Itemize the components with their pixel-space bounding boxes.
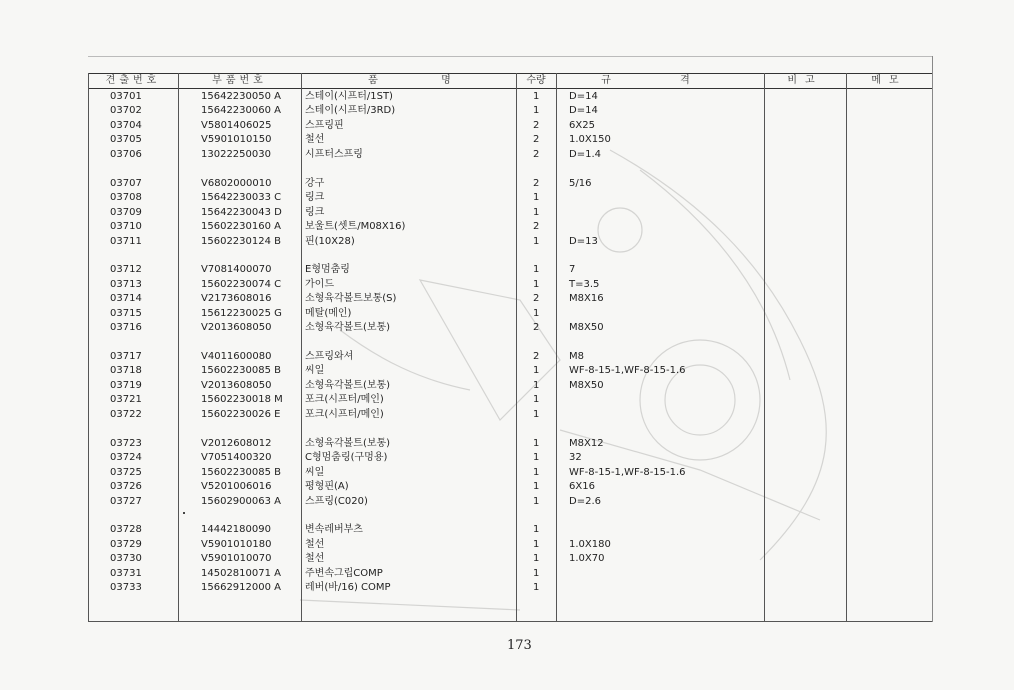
- quantity-cell: 1: [533, 481, 540, 492]
- table-row: [0, 350, 1014, 364]
- spec-cell: 5/16: [569, 178, 592, 189]
- table-row: [0, 437, 1014, 451]
- part-name-cell: 링크: [305, 192, 325, 203]
- quantity-cell: 2: [533, 351, 540, 362]
- quantity-cell: 2: [533, 178, 540, 189]
- case-no-cell: 03711: [110, 236, 142, 247]
- spec-cell: 1.0X70: [569, 553, 605, 564]
- quantity-cell: 1: [533, 409, 540, 420]
- part-name-cell: 철선: [305, 134, 325, 145]
- table-row: [0, 90, 1014, 104]
- part-name-cell: 철선: [305, 539, 325, 550]
- part-no-cell: 15602230026 E: [201, 409, 281, 420]
- quantity-cell: 1: [533, 105, 540, 116]
- header-qty: 수량: [526, 75, 546, 86]
- quantity-cell: 1: [533, 524, 540, 535]
- table-row: [0, 133, 1014, 147]
- part-name-cell: 주변속그립COMP: [305, 568, 383, 579]
- quantity-cell: 2: [533, 221, 540, 232]
- part-name-cell: 소형육각볼트보통(S): [305, 293, 397, 304]
- quantity-cell: 2: [533, 120, 540, 131]
- case-no-cell: 03710: [110, 221, 142, 232]
- case-no-cell: 03715: [110, 308, 142, 319]
- header-spec-second: 격: [680, 75, 694, 86]
- case-no-cell: 03730: [110, 553, 142, 564]
- spec-cell: T=3.5: [569, 279, 600, 290]
- part-name-cell: 철선: [305, 553, 325, 564]
- part-name-cell: 메탈(메인): [305, 308, 352, 319]
- quantity-cell: 1: [533, 452, 540, 463]
- table-row: [0, 523, 1014, 537]
- spec-cell: D=13: [569, 236, 598, 247]
- case-no-cell: 03701: [110, 91, 142, 102]
- case-no-cell: 03706: [110, 149, 142, 160]
- part-no-cell: 15662912000 A: [201, 582, 282, 593]
- part-name-cell: 보울트(셋트/M08X16): [305, 221, 406, 232]
- quantity-cell: 2: [533, 293, 540, 304]
- table-row: [0, 235, 1014, 249]
- part-name-cell: 스프링와셔: [305, 351, 354, 362]
- table-row: [0, 379, 1014, 393]
- table-row: [0, 466, 1014, 480]
- part-name-cell: 소형육각볼트(보통): [305, 322, 391, 333]
- part-name-cell: 스테이(시프터/1ST): [305, 91, 393, 102]
- spec-cell: D=14: [569, 91, 598, 102]
- part-name-cell: 변속레버부츠: [305, 524, 363, 535]
- table-row: [0, 148, 1014, 162]
- case-no-cell: 03714: [110, 293, 142, 304]
- header-name-first: 품: [368, 75, 382, 86]
- case-no-cell: 03705: [110, 134, 142, 145]
- quantity-cell: 1: [533, 582, 540, 593]
- part-name-cell: 포크(시프터/메인): [305, 409, 384, 420]
- header-name-second: 명: [441, 75, 455, 86]
- case-no-cell: 03717: [110, 351, 142, 362]
- part-no-cell: V5201006016: [201, 481, 272, 492]
- part-no-cell: 15602230085 B: [201, 365, 282, 376]
- quantity-cell: 1: [533, 553, 540, 564]
- case-no-cell: 03719: [110, 380, 142, 391]
- part-name-cell: 씨일: [305, 365, 325, 376]
- part-name-cell: 평형핀(A): [305, 481, 349, 492]
- case-no-cell: 03726: [110, 481, 142, 492]
- case-no-cell: 03728: [110, 524, 142, 535]
- case-no-cell: 03709: [110, 207, 142, 218]
- quantity-cell: 1: [533, 236, 540, 247]
- part-no-cell: 15602230124 B: [201, 236, 282, 247]
- case-no-cell: 03731: [110, 568, 142, 579]
- spec-cell: M8X16: [569, 293, 604, 304]
- part-name-cell: 소형육각볼트(보통): [305, 438, 391, 449]
- case-no-cell: 03704: [110, 120, 142, 131]
- case-no-cell: 03718: [110, 365, 142, 376]
- part-no-cell: 15642230050 A: [201, 91, 282, 102]
- table-row: [0, 220, 1014, 234]
- table-row: [0, 292, 1014, 306]
- part-name-cell: 가이드: [305, 279, 334, 290]
- table-row: [0, 408, 1014, 422]
- spec-cell: WF-8-15-1,WF-8-15-1.6: [569, 365, 686, 376]
- quantity-cell: 1: [533, 467, 540, 478]
- part-name-cell: 레버(바/16) COMP: [305, 582, 391, 593]
- table-row: [0, 177, 1014, 191]
- part-no-cell: 14442180090: [201, 524, 271, 535]
- table-row: [0, 321, 1014, 335]
- bottom-rule: [88, 621, 932, 622]
- spec-cell: 6X16: [569, 481, 595, 492]
- spec-cell: 7: [569, 264, 576, 275]
- case-no-cell: 03727: [110, 496, 142, 507]
- quantity-cell: 1: [533, 380, 540, 391]
- spec-cell: M8X12: [569, 438, 604, 449]
- case-no-cell: 03708: [110, 192, 142, 203]
- stray-mark: [183, 512, 185, 514]
- part-no-cell: 15612230025 G: [201, 308, 282, 319]
- part-name-cell: 스프링핀: [305, 120, 344, 131]
- part-no-cell: 15602230160 A: [201, 221, 282, 232]
- part-no-cell: 15642230043 D: [201, 207, 282, 218]
- spec-cell: D=1.4: [569, 149, 601, 160]
- quantity-cell: 1: [533, 192, 540, 203]
- spec-cell: 32: [569, 452, 582, 463]
- part-name-cell: 핀(10X28): [305, 236, 355, 247]
- case-no-cell: 03716: [110, 322, 142, 333]
- quantity-cell: 2: [533, 322, 540, 333]
- case-no-cell: 03724: [110, 452, 142, 463]
- quantity-cell: 2: [533, 149, 540, 160]
- spec-cell: 1.0X150: [569, 134, 611, 145]
- part-name-cell: 스프링(C020): [305, 496, 368, 507]
- part-no-cell: V2012608012: [201, 438, 272, 449]
- spec-cell: 1.0X180: [569, 539, 611, 550]
- table-row: [0, 364, 1014, 378]
- case-no-cell: 03725: [110, 467, 142, 478]
- part-name-cell: 시프터스프링: [305, 149, 363, 160]
- part-name-cell: 링크: [305, 207, 325, 218]
- table-row: [0, 119, 1014, 133]
- part-no-cell: 15602900063 A: [201, 496, 282, 507]
- part-no-cell: 15602230018 M: [201, 394, 283, 405]
- header-memo: 메모: [871, 75, 907, 86]
- header-case-no: 견출번호: [105, 75, 161, 86]
- header-spec-first: 규: [601, 75, 615, 86]
- spec-cell: M8X50: [569, 380, 604, 391]
- case-no-cell: 03707: [110, 178, 142, 189]
- part-no-cell: 15642230033 C: [201, 192, 282, 203]
- quantity-cell: 1: [533, 394, 540, 405]
- quantity-cell: 1: [533, 438, 540, 449]
- table-row: [0, 495, 1014, 509]
- table-row: [0, 393, 1014, 407]
- part-no-cell: V4011600080: [201, 351, 272, 362]
- part-no-cell: 13022250030: [201, 149, 271, 160]
- quantity-cell: 1: [533, 279, 540, 290]
- quantity-cell: 1: [533, 539, 540, 550]
- spec-cell: D=2.6: [569, 496, 601, 507]
- part-no-cell: 14502810071 A: [201, 568, 282, 579]
- case-no-cell: 03702: [110, 105, 142, 116]
- part-no-cell: V2013608050: [201, 380, 272, 391]
- part-no-cell: 15602230074 C: [201, 279, 282, 290]
- part-name-cell: 스테이(시프터/3RD): [305, 105, 396, 116]
- part-name-cell: E형멈춤링: [305, 264, 350, 275]
- part-no-cell: V2173608016: [201, 293, 272, 304]
- part-name-cell: 포크(시프터/메인): [305, 394, 384, 405]
- part-no-cell: V6802000010: [201, 178, 272, 189]
- case-no-cell: 03721: [110, 394, 142, 405]
- table-row: [0, 307, 1014, 321]
- spec-cell: D=14: [569, 105, 598, 116]
- case-no-cell: 03713: [110, 279, 142, 290]
- case-no-cell: 03723: [110, 438, 142, 449]
- quantity-cell: 1: [533, 568, 540, 579]
- case-no-cell: 03729: [110, 539, 142, 550]
- header-note: 비고: [787, 75, 823, 86]
- part-no-cell: V5901010070: [201, 553, 272, 564]
- table-row: [0, 480, 1014, 494]
- part-name-cell: 소형육각볼트(보통): [305, 380, 391, 391]
- table-row: [0, 538, 1014, 552]
- part-no-cell: V2013608050: [201, 322, 272, 333]
- spec-cell: WF-8-15-1,WF-8-15-1.6: [569, 467, 686, 478]
- header-part-no: 부품번호: [212, 75, 267, 86]
- spec-cell: M8: [569, 351, 584, 362]
- part-no-cell: V5801406025: [201, 120, 272, 131]
- table-row: [0, 263, 1014, 277]
- part-no-cell: V7051400320: [201, 452, 272, 463]
- table-row: [0, 581, 1014, 595]
- table-row: [0, 451, 1014, 465]
- case-no-cell: 03712: [110, 264, 142, 275]
- part-name-cell: C형멈춤링(구멍용): [305, 452, 388, 463]
- quantity-cell: 2: [533, 134, 540, 145]
- case-no-cell: 03722: [110, 409, 142, 420]
- table-row: [0, 552, 1014, 566]
- table-row: [0, 278, 1014, 292]
- part-no-cell: 15602230085 B: [201, 467, 282, 478]
- part-no-cell: V5901010180: [201, 539, 272, 550]
- part-name-cell: 씨일: [305, 467, 325, 478]
- case-no-cell: 03733: [110, 582, 142, 593]
- spec-cell: M8X50: [569, 322, 604, 333]
- table-row: [0, 191, 1014, 205]
- spec-cell: 6X25: [569, 120, 595, 131]
- part-no-cell: V5901010150: [201, 134, 272, 145]
- table-row: [0, 104, 1014, 118]
- table-row: [0, 567, 1014, 581]
- quantity-cell: 1: [533, 496, 540, 507]
- quantity-cell: 1: [533, 365, 540, 376]
- quantity-cell: 1: [533, 207, 540, 218]
- part-name-cell: 강구: [305, 178, 325, 189]
- part-no-cell: 15642230060 A: [201, 105, 282, 116]
- quantity-cell: 1: [533, 264, 540, 275]
- part-no-cell: V7081400070: [201, 264, 272, 275]
- quantity-cell: 1: [533, 308, 540, 319]
- quantity-cell: 1: [533, 91, 540, 102]
- table-row: [0, 206, 1014, 220]
- page-number: 173: [507, 638, 532, 653]
